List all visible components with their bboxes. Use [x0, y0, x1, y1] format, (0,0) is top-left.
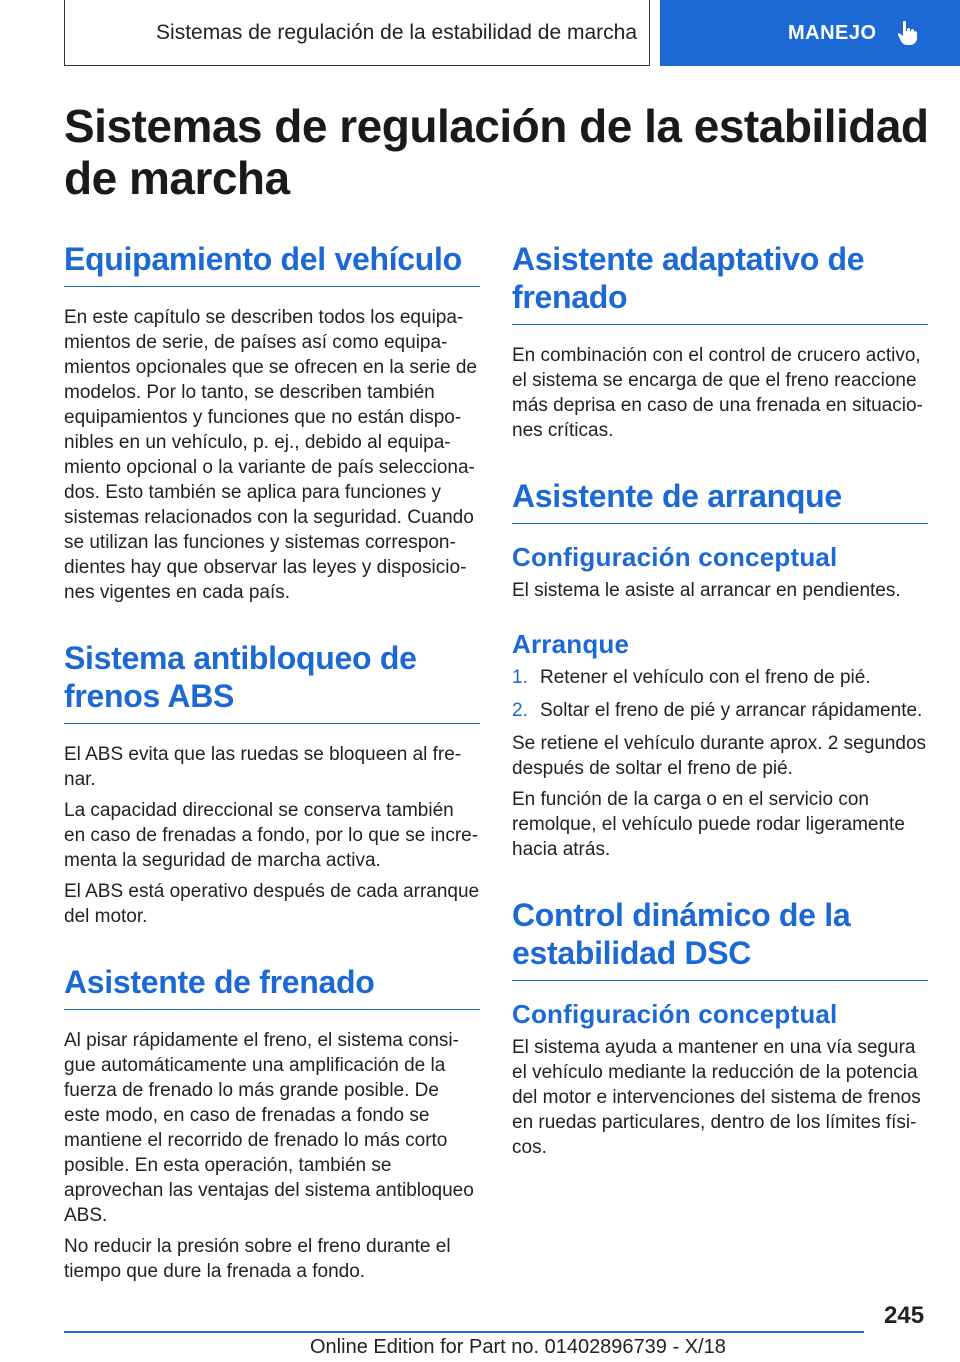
list-number: 1. — [512, 667, 528, 688]
page-number: 245 — [884, 1302, 925, 1329]
paragraph: El sistema le asiste al arrancar en pendientes. — [512, 580, 901, 601]
heading-asistente-arranque: Asistente de arranque — [512, 477, 928, 524]
list-text: Retener el vehículo con el freno de pié. — [540, 667, 871, 688]
paragraph: El ABS está operativo después de cada arranque del motor. — [64, 881, 480, 927]
list-item — [512, 698, 928, 723]
left-column — [64, 240, 480, 1290]
subheading-arranque: Arranque — [512, 629, 630, 659]
page-header — [64, 0, 960, 66]
paragraph: Al pisar rápidamente el freno, el sistema consigue automáticamente una amplificación de la fuerza de frenado lo más grande posible. De este modo, en caso de frenadas a fondo se mantiene el recorrido de frenado lo más corto posible. En esta operación, también se aprovechan las ventajas del sistema antibloqueo ABS. — [64, 1030, 474, 1226]
section-title-box — [64, 0, 650, 66]
paragraph: En función de la carga o en el servicio con remolque, el vehículo puede rodar ligeramente hacia atrás. — [512, 789, 905, 860]
paragraph: El sistema ayuda a mantener en una vía segura el vehículo mediante la reducción de la potencia del motor e intervenciones del sistema de frenos en ruedas particulares, dentro de los límites físicos. — [512, 1037, 921, 1158]
subheading-configuracion: Configuración conceptual — [512, 542, 838, 572]
chapter-label: MANEJO — [788, 21, 877, 44]
chapter-tab[interactable] — [660, 0, 960, 66]
list-item — [512, 665, 928, 690]
list-text: Soltar el freno de pié y arrancar rápidamente. — [540, 700, 923, 721]
paragraph: En este capítulo se describen todos los equipamientos de serie, de países así como equipamientos opcionales que se ofrecen en la serie de modelos. Por lo tanto, se describen también equipamientos y funciones que no están disponibles en un vehículo, p. ej., debido al equipamiento opcional o la variante de país seleccionados. Esto también se aplica para funciones y sistemas relacionados con la seguridad. Cuando se utilizan las funciones y sistemas correspondientes hay que observar las leyes y disposiciones vigentes en cada país. — [64, 307, 477, 603]
footer-divider — [64, 1331, 864, 1333]
heading-asistente-adaptativo: Asistente adaptativo de frenado — [512, 240, 928, 325]
heading-dsc: Control dinámico de la estabilidad DSC — [512, 896, 928, 981]
paragraph: El ABS evita que las ruedas se bloqueen al frenar. — [64, 744, 462, 790]
header-section-title: Sistemas de regulación de la estabilidad de marcha — [156, 20, 637, 44]
paragraph: La capacidad direccional se conserva también en caso de frenadas a fondo, por lo que se incrementa la seguridad de marcha activa. — [64, 800, 479, 871]
heading-asistente-frenado: Asistente de frenado — [64, 963, 480, 1010]
hand-pointer-icon — [897, 20, 919, 46]
paragraph: Se retiene el vehículo durante aprox. 2 segundos después de soltar el freno de pié. — [512, 733, 927, 779]
right-column — [512, 240, 928, 1166]
subheading-configuracion-dsc: Configuración conceptual — [512, 999, 838, 1029]
page-title: Sistemas de regulación de la estabilidad de marcha — [64, 100, 929, 204]
footer-edition: Online Edition for Part no. 01402896739 - X/18 — [310, 1336, 726, 1358]
heading-equipamiento: Equipamiento del vehículo — [64, 240, 480, 287]
paragraph: En combinación con el control de crucero activo, el sistema se encarga de que el freno reaccione más deprisa en caso de una frenada en situaciones críticas. — [512, 345, 923, 441]
heading-abs: Sistema antibloqueo de frenos ABS — [64, 639, 480, 724]
paragraph: No reducir la presión sobre el freno durante el tiempo que dure la frenada a fondo. — [64, 1236, 451, 1282]
list-number: 2. — [512, 700, 528, 721]
